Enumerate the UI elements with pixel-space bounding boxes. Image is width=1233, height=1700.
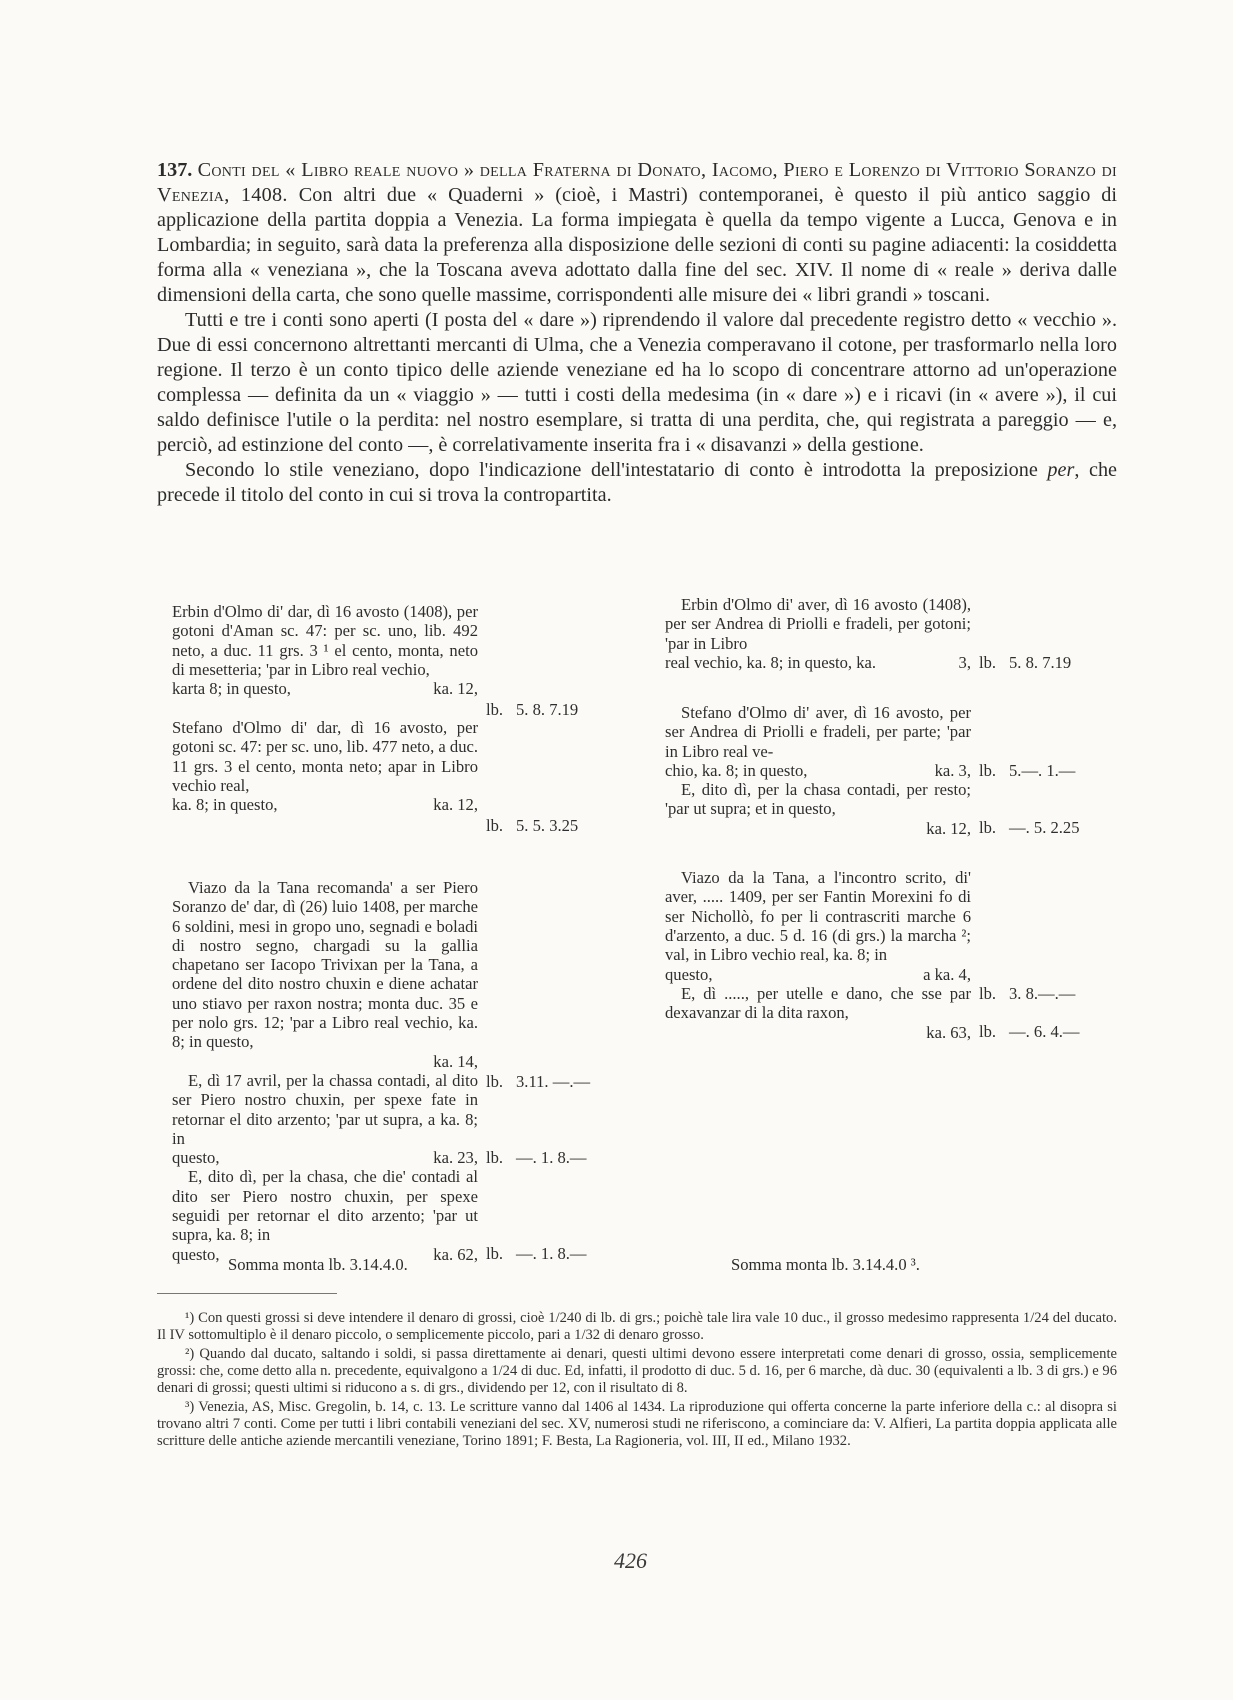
ledger-entry bbox=[665, 780, 1135, 868]
footnote-divider bbox=[157, 1293, 337, 1294]
entry-text: Erbin d'Olmo di' dar, dì 16 avosto (1408), per gotoni d'Aman sc. 47: per sc. uno, lib. 492 neto, a duc. 11 grs. 3 ¹ el cento, monta, neto di mesetteria; 'par in Libro real vechio, bbox=[172, 602, 478, 679]
entry-last-line bbox=[172, 679, 478, 698]
ledger-entry bbox=[665, 984, 1135, 1042]
entry-ref: real vechio, ka. 8; in questo, ka. bbox=[665, 652, 877, 672]
entry-text: Viazo da la Tana recomanda' a ser Piero Soranzo de' dar, dì (26) luio 1408, per marche 6 soldini, mesi in gropo uno, segnadi e boladi di nostro segno, chargadi su la gallia chapetano ser Iacopo Trivixan per la Tana, a ordene del dito nostro chuxin e diene achatar uno stiavo per raxon nostra; monta duc. 35 e per nolo grs. 12; 'par a Libro real vechio, ka. 8; in questo, bbox=[172, 878, 478, 1052]
ledger-entry bbox=[172, 718, 652, 878]
entry-page: ka. 14, bbox=[433, 1051, 478, 1071]
entry-amount: 5. 5. 3.25 bbox=[516, 816, 579, 835]
avere-column bbox=[665, 595, 1135, 1042]
entry-amount: 5.—. 1.— bbox=[1009, 761, 1076, 780]
entry-text: E, dì 17 avril, per la chassa contadi, al dito ser Piero nostro chuxin, per spexe fate in retornar el dito arzento; 'par ut supra, a ka. 8; in bbox=[172, 1070, 478, 1148]
section-heading-paragraph bbox=[157, 158, 1117, 308]
entry-ref: questo, bbox=[172, 1148, 220, 1168]
ledger-entry bbox=[665, 595, 1135, 675]
paragraph-3-em: per bbox=[1047, 459, 1075, 481]
entry-last-line bbox=[665, 761, 971, 780]
entry-lb: lb. bbox=[486, 816, 504, 835]
entry-lb: lb. bbox=[486, 1147, 504, 1167]
entry-lb: lb. bbox=[979, 984, 997, 1004]
entry-ref: ka. 8; in questo, bbox=[172, 795, 278, 815]
footnote-1: ¹) Con questi grossi si deve intendere il denaro di grossi, cioè 1/240 di lb. di grs.; poichè tale lira vale 10 duc., il grosso medesimo rappresenta 1/24 del ducato. Il IV sottomultiplo è il denaro piccolo, o semplicemente piccolo, pari a 1/32 di denaro grosso. bbox=[157, 1310, 1117, 1343]
entry-text: E, dì ....., per utelle e dano, che sse par dexavanzar di la dita raxon, bbox=[665, 983, 971, 1023]
entry-page: 3, bbox=[958, 652, 971, 672]
entry-ref: questo, bbox=[665, 964, 713, 984]
entry-text: E, dito dì, per la chasa contadi, per resto; 'par ut supra; et in questo, bbox=[665, 780, 971, 819]
entry-text: Stefano d'Olmo di' dar, dì 16 avosto, per gotoni sc. 47: per sc. uno, lib. 477 neto, a duc. 11 grs. 3 el cento, monta neto; apar in Libro vechio real, bbox=[172, 718, 479, 795]
entry-last-line bbox=[172, 1148, 478, 1167]
entry-page: ka. 62, bbox=[433, 1244, 478, 1264]
entry-amount: —. 1. 8.— bbox=[516, 1244, 587, 1264]
footnote-3: ³) Venezia, AS, Misc. Gregolin, b. 14, c. 13. Le scritture vanno dal 1406 al 1434. La riproduzione qui offerta concerne la parte inferiore della c.: al disopra si trovano altri 7 conti. Come per tutti i libri contabili veneziani del sec. XV, numerosi studi ne riferiscono, a cominciare da: V. Alfieri, La partita doppia applicata alle scritture delle antiche aziende mercantili veneziane, Torino 1891; F. Besta, La Ragioneria, vol. III, II ed., Milano 1932. bbox=[157, 1399, 1117, 1449]
ledger-entry bbox=[172, 878, 652, 1091]
entry-amount: 5. 8. 7.19 bbox=[1009, 653, 1072, 672]
entry-page: ka. 63, bbox=[926, 1022, 971, 1042]
entry-last-line bbox=[665, 1023, 971, 1042]
entry-amount: —. 1. 8.— bbox=[516, 1147, 587, 1167]
entry-amount: 5. 8. 7.19 bbox=[516, 700, 579, 719]
entry-ref: chio, ka. 8; in questo, bbox=[665, 760, 808, 780]
entry-last-line bbox=[172, 1052, 478, 1071]
dare-column bbox=[172, 602, 652, 1264]
ledger-entry bbox=[665, 703, 1135, 780]
entry-lb: lb. bbox=[486, 1072, 504, 1091]
entry-amount: —. 6. 4.— bbox=[1009, 1021, 1080, 1041]
entry-amount: 3. 8.—.— bbox=[1009, 984, 1076, 1004]
entry-ref: karta 8; in questo, bbox=[172, 679, 291, 699]
entry-ref: questo, bbox=[172, 1244, 220, 1264]
entry-last-line bbox=[665, 819, 971, 838]
right-total: Somma monta lb. 3.14.4.0 ³. bbox=[731, 1255, 920, 1274]
paragraph-3-b: , che precede il titolo del conto in cui si trova la contropartita. bbox=[157, 459, 1117, 506]
left-total: Somma monta lb. 3.14.4.0. bbox=[228, 1255, 408, 1274]
footnotes bbox=[157, 1310, 1117, 1452]
paragraph-1: Con altri due « Quaderni » (cioè, i Mastri) contemporanei, è questo il più antico saggio di applicazione della partita doppia a Venezia. La forma impiegata è quella da tempo vigente a Lucca, Genova e in Lombardia; in seguito, sarà data la preferenza alla disposizione delle sezioni di conti su pagine adiacenti: la cosiddetta forma alla « veneziana », che la Toscana aveva adottato dalla fine del sec. XIV. Il nome di « reale » deriva dalle dimensioni della carta, che sono quelle massime, corrispondenti alle misure dei « libri grandi » toscani. bbox=[157, 184, 1118, 306]
paragraph-3-a: Secondo lo stile veneziano, dopo l'indicazione dell'intestatario di conto è introdotta la preposizione bbox=[185, 459, 1038, 481]
entry-lb: lb. bbox=[979, 761, 997, 780]
entry-page: ka. 3, bbox=[934, 760, 971, 780]
entry-amount: —. 5. 2.25 bbox=[1009, 818, 1080, 838]
section-number: 137. bbox=[157, 159, 193, 181]
ledger-entry bbox=[172, 602, 652, 719]
entry-amount: 3.11. —.— bbox=[516, 1072, 591, 1091]
entry-lb: lb. bbox=[486, 1244, 504, 1264]
paragraph-3 bbox=[157, 458, 1117, 508]
entry-last-line bbox=[665, 965, 971, 984]
footnote-2: ²) Quando dal ducato, saltando i soldi, si passa direttamente ai denari, questi ultimi devono essere interpretati come denari di grosso, ossia, semplicemente grossi: che, come detto alla n. precedente, equivalgono a 1/24 di duc. Ed, infatti, il prodotto di duc. 5 d. 16, per 6 marche, dà duc. 30 (equivalenti a lb. 3 di grs.) e 96 denari di grossi; questi ultimi si riducono a s. di grs., dividendo per 12, con il risultato di 8. bbox=[157, 1346, 1117, 1396]
page-number: 426 bbox=[614, 1548, 647, 1573]
entry-lb: lb. bbox=[979, 818, 997, 838]
entry-last-line bbox=[665, 653, 971, 672]
entry-page: ka. 12, bbox=[433, 795, 478, 815]
entry-text: Stefano d'Olmo di' aver, dì 16 avosto, per ser Andrea di Priolli e fradeli, per parte; 'par in Libro real ve- bbox=[665, 703, 971, 761]
entry-page: a ka. 4, bbox=[923, 964, 971, 984]
entry-text: E, dito dì, per la chasa, che die' contadi al dito ser Piero nostro chuxin, per spexe seguidi per retornar el dito arzento; 'par ut supra, ka. 8; in bbox=[172, 1167, 478, 1245]
intro-text bbox=[157, 158, 1117, 508]
entry-page: ka. 12, bbox=[433, 679, 478, 699]
paragraph-2: Tutti e tre i conti sono aperti (I posta del « dare ») riprendendo il valore dal precedente registro detto « vecchio ». Due di essi concernono altrettanti mercanti di Ulma, che a Venezia comperavano il cotone, per trasformarlo nella loro regione. Il terzo è un conto tipico delle aziende veneziane ed ha lo scopo di concentrare attorno ad un'operazione complessa — definita da un « viaggio » — tutti i costi della medesima (in « dare ») e i ricavi (in « avere »), il cui saldo definisce l'utile o la perdita: nel nostro esemplare, si tratta di una perdita, che, qui registrata a pareggio — e, perciò, ad estinzione del conto —, è correlativamente inserita fra i « disavanzi » della gestione. bbox=[157, 309, 1117, 456]
entry-page: ka. 23, bbox=[433, 1148, 478, 1168]
entry-lb: lb. bbox=[486, 700, 504, 719]
ledger-entry bbox=[172, 1167, 652, 1263]
section-title: Conti del « Libro reale nuovo » della Fraterna di Donato, Iacomo, Piero e Lorenzo di Vittorio Soranzo di Venezia, 1408. bbox=[157, 159, 1117, 206]
entry-lb: lb. bbox=[979, 653, 997, 672]
entry-lb: lb. bbox=[979, 1021, 997, 1041]
entry-last-line bbox=[172, 795, 478, 814]
entry-text: Erbin d'Olmo di' aver, dì 16 avosto (1408), per ser Andrea di Priolli e fradeli, per gotoni; 'par in Libro bbox=[665, 595, 971, 653]
entry-page: ka. 12, bbox=[926, 818, 971, 838]
ledger-entry bbox=[172, 1071, 652, 1167]
entry-text: Viazo da la Tana, a l'incontro scrito, di' aver, ..... 1409, per ser Fantin Morexini fo di ser Nichollò, fo per li contrascriti marche 6 d'arzento, a duc. 5 d. 16 (di grs.) la marcha ²; val, in Libro vechio real, ka. 8; in bbox=[665, 868, 971, 965]
